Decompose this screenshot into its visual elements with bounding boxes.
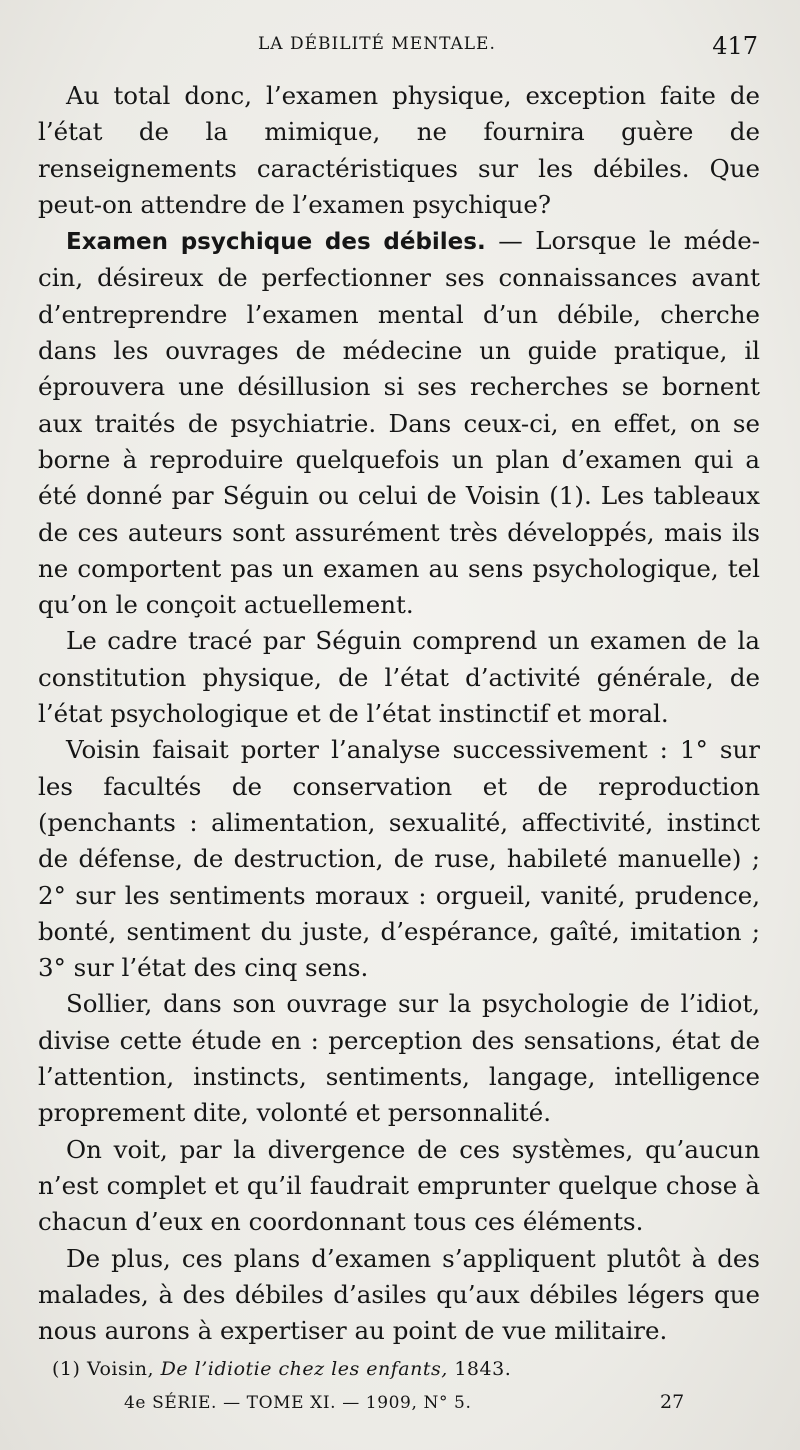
footnote (52, 1358, 511, 1380)
page-number: 417 (712, 32, 758, 60)
paragraph-conclusion-physical-exam (38, 78, 760, 223)
footnote-title: De l’idiotie chez les enfants, (160, 1358, 448, 1380)
printer-signature (0, 1393, 800, 1419)
section-run-in-heading: Examen psychique des débiles. (66, 229, 486, 256)
running-title: LA DÉBILITÉ MENTALE. (258, 34, 496, 54)
paragraph-text: Voisin faisait porter l’analyse successivement : 1° sur les facultés de conservation et de reproduction (penchants : alimentation, sexualité, affectivité, instinct de défense, de destruction, de ruse, habileté manuelle) ; 2° sur les sentiments moraux : orgueil, vanité, prudence, bonté, sentiment du juste, d’espérance, gaîté, imitation ; 3° sur l’état des cinq sens. (38, 735, 760, 983)
sheet-number: 27 (660, 1391, 685, 1413)
footnote-year: 1843. (454, 1358, 512, 1380)
paragraph-divergence (38, 1132, 760, 1241)
running-head (0, 32, 800, 62)
paragraph-text: Au total donc, l’examen physique, exception faite de l’état de la mimique, ne fournira guère de renseignements caractéristiques sur les débiles. Que peut-on attendre de l’examen psychique? (38, 81, 760, 219)
footnote-author: Voisin, (86, 1358, 155, 1380)
paragraph-sollier-study (38, 986, 760, 1131)
footnote-marker: (1) (52, 1358, 81, 1380)
paragraph-text: — Lorsque le médecin, désireux de perfectionner ses connaissances avant d’entreprendre l’examen mental d’un débile, cherche dans les ouvrages de médecine un guide pratique, il éprouvera une désillusion si ses recherches se bornent aux traités de psychiatrie. Dans ceux-ci, en effet, on se borne à reproduire quelquefois un plan d’examen qui a été donné par Séguin ou celui de Voisin (1). Les tableaux de ces auteurs sont assurément très développés, mais ils ne comportent pas un examen au sens psychologique, tel qu’on le conçoit actuellement. (38, 226, 761, 620)
paragraph-military-expertise (38, 1241, 760, 1350)
paragraph-voisin-analysis (38, 732, 760, 986)
paragraph-text: Sollier, dans son ouvrage sur la psychologie de l’idiot, divise cette étude en : perception des sensations, état de l’attention, instincts, sentiments, langage, intelligence proprement dite, volonté et personnalité. (38, 989, 760, 1128)
paragraph-text: Le cadre tracé par Séguin comprend un examen de la constitution physique, de l’état d’activité générale, de l’état psychologique et de l’état instinctif et moral. (38, 626, 760, 729)
series-line: 4e SÉRIE. — TOME XI. — 1909, N° 5. (124, 1393, 472, 1413)
paragraph-text: On voit, par la divergence de ces systèmes, qu’aucun n’est complet et qu’il faudrait emprunter quelque chose à chacun d’eux en coordonnant tous ces éléments. (38, 1134, 760, 1237)
paragraph-text: De plus, ces plans d’examen s’appliquent plutôt à des malades, à des débiles d’asiles qu’aux débiles légers que nous aurons à expertiser au point de vue militaire. (38, 1243, 760, 1346)
body-text (38, 78, 760, 1349)
paragraph-psychic-exam (38, 223, 760, 623)
paragraph-seguin-frame (38, 623, 760, 732)
